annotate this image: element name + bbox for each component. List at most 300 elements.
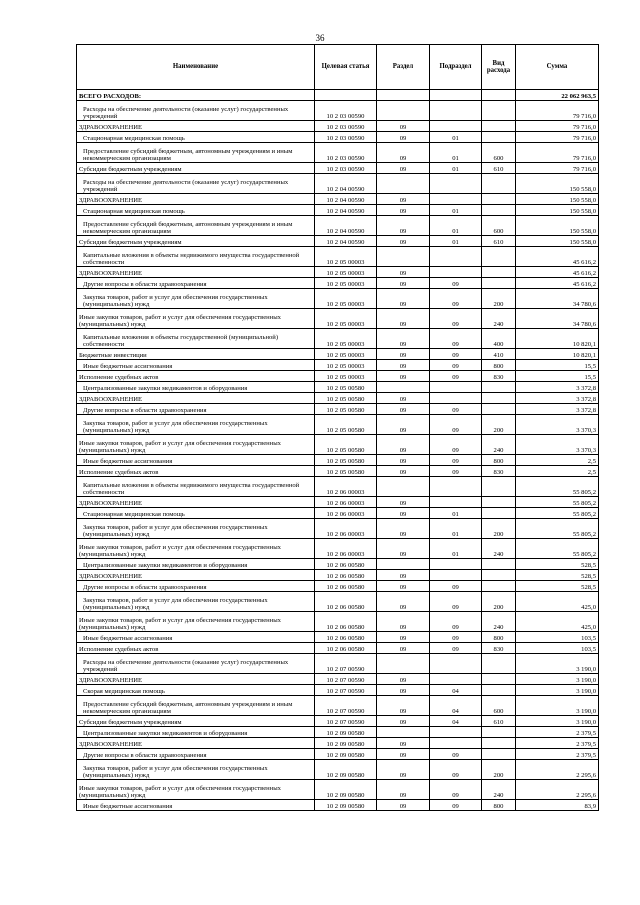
- table-row: [77, 570, 599, 581]
- cell-expense-type: 410: [482, 349, 516, 360]
- table-row: [77, 508, 599, 519]
- table-row: [77, 716, 599, 727]
- cell-section: [377, 174, 430, 194]
- cell-target: 10 2 05 00580: [315, 393, 377, 404]
- cell-amount: 150 558,0: [516, 205, 599, 216]
- table-row: [77, 727, 599, 738]
- cell-amount: 83,9: [516, 800, 599, 811]
- cell-name: Расходы на обеспечение деятельности (оказание услуг) государственных учреждений: [77, 174, 315, 194]
- cell-expense-type: 240: [482, 435, 516, 455]
- table-row: [77, 267, 599, 278]
- table-row: [77, 800, 599, 811]
- cell-subsection: [430, 174, 482, 194]
- cell-expense-type: [482, 278, 516, 289]
- cell-name: Исполнение судебных актов: [77, 643, 315, 654]
- cell-subsection: 09: [430, 415, 482, 435]
- cell-section: 09: [377, 632, 430, 643]
- table-row: [77, 435, 599, 455]
- header-expense-type: Вид расхода: [482, 45, 516, 90]
- cell-target: 10 2 06 00580: [315, 592, 377, 612]
- table-row: [77, 404, 599, 415]
- cell-expense-type: [482, 404, 516, 415]
- cell-expense-type: [482, 121, 516, 132]
- cell-section: [377, 477, 430, 497]
- cell-name: Стационарная медицинская помощь: [77, 508, 315, 519]
- cell-expense-type: 600: [482, 143, 516, 163]
- cell-subsection: [430, 477, 482, 497]
- cell-target: 10 2 06 00003: [315, 519, 377, 539]
- cell-section: 09: [377, 508, 430, 519]
- cell-expense-type: [482, 508, 516, 519]
- cell-subsection: [430, 121, 482, 132]
- cell-expense-type: 800: [482, 455, 516, 466]
- cell-subsection: 01: [430, 508, 482, 519]
- cell-name: Субсидии бюджетным учреждениям: [77, 716, 315, 727]
- cell-section: 09: [377, 163, 430, 174]
- cell-section: 09: [377, 716, 430, 727]
- cell-target: 10 2 05 00580: [315, 382, 377, 393]
- cell-subsection: 09: [430, 466, 482, 477]
- cell-subsection: 09: [430, 309, 482, 329]
- cell-section: 09: [377, 349, 430, 360]
- cell-name: Стационарная медицинская помощь: [77, 132, 315, 143]
- table-row: [77, 174, 599, 194]
- cell-section: 09: [377, 205, 430, 216]
- cell-expense-type: 610: [482, 163, 516, 174]
- cell-expense-type: [482, 205, 516, 216]
- cell-amount: 3 370,3: [516, 435, 599, 455]
- cell-expense-type: 240: [482, 539, 516, 559]
- cell-expense-type: [482, 559, 516, 570]
- table-row: [77, 101, 599, 121]
- cell-name: ЗДРАВООХРАНЕНИЕ: [77, 497, 315, 508]
- cell-target: 10 2 06 00580: [315, 643, 377, 654]
- cell-name: Другие вопросы в области здравоохранения: [77, 749, 315, 760]
- cell-amount: 10 820,1: [516, 329, 599, 349]
- cell-subsection: 09: [430, 435, 482, 455]
- table-row: [77, 674, 599, 685]
- cell-section: 09: [377, 570, 430, 581]
- cell-expense-type: 610: [482, 236, 516, 247]
- cell-target: 10 2 05 00580: [315, 404, 377, 415]
- cell-section: 09: [377, 194, 430, 205]
- cell-amount: 2 295,6: [516, 780, 599, 800]
- cell-target: 10 2 03 00590: [315, 101, 377, 121]
- cell-target: 10 2 09 00580: [315, 727, 377, 738]
- table-row: [77, 780, 599, 800]
- header-subsection: Подраздел: [430, 45, 482, 90]
- cell-expense-type: [482, 581, 516, 592]
- cell-expense-type: [482, 477, 516, 497]
- cell-subsection: [430, 559, 482, 570]
- table-row: [77, 592, 599, 612]
- header-name: Наименование: [77, 45, 315, 90]
- cell-amount: 79 716,0: [516, 101, 599, 121]
- cell-target: 10 2 07 00590: [315, 674, 377, 685]
- cell-name: Другие вопросы в области здравоохранения: [77, 581, 315, 592]
- cell-subsection: 04: [430, 685, 482, 696]
- total-empty: [482, 90, 516, 101]
- cell-section: [377, 247, 430, 267]
- table-row: [77, 497, 599, 508]
- cell-section: 09: [377, 519, 430, 539]
- cell-section: 09: [377, 760, 430, 780]
- cell-target: 10 2 05 00003: [315, 349, 377, 360]
- cell-section: 09: [377, 309, 430, 329]
- cell-section: [377, 727, 430, 738]
- cell-subsection: 01: [430, 236, 482, 247]
- cell-expense-type: [482, 101, 516, 121]
- cell-section: 09: [377, 236, 430, 247]
- cell-target: 10 2 06 00003: [315, 508, 377, 519]
- total-empty: [377, 90, 430, 101]
- cell-section: 09: [377, 435, 430, 455]
- cell-target: 10 2 06 00003: [315, 497, 377, 508]
- cell-target: 10 2 04 00590: [315, 194, 377, 205]
- cell-target: 10 2 09 00580: [315, 780, 377, 800]
- table-row: [77, 205, 599, 216]
- cell-expense-type: 830: [482, 643, 516, 654]
- cell-expense-type: [482, 727, 516, 738]
- cell-section: [377, 654, 430, 674]
- cell-section: 09: [377, 132, 430, 143]
- table-row: [77, 539, 599, 559]
- cell-target: 10 2 09 00580: [315, 760, 377, 780]
- cell-subsection: [430, 738, 482, 749]
- cell-target: 10 2 09 00580: [315, 738, 377, 749]
- cell-expense-type: 200: [482, 415, 516, 435]
- table-row: [77, 247, 599, 267]
- cell-subsection: 09: [430, 371, 482, 382]
- cell-amount: 45 616,2: [516, 267, 599, 278]
- cell-subsection: 09: [430, 360, 482, 371]
- cell-amount: 34 780,6: [516, 309, 599, 329]
- cell-section: 09: [377, 289, 430, 309]
- cell-target: 10 2 09 00580: [315, 800, 377, 811]
- cell-name: ЗДРАВООХРАНЕНИЕ: [77, 267, 315, 278]
- cell-subsection: 01: [430, 163, 482, 174]
- cell-expense-type: [482, 132, 516, 143]
- cell-subsection: 09: [430, 349, 482, 360]
- cell-subsection: 09: [430, 278, 482, 289]
- cell-name: Иные закупки товаров, работ и услуг для обеспечения государственных (муниципальных) нужд: [77, 435, 315, 455]
- table-row: [77, 559, 599, 570]
- cell-name: Другие вопросы в области здравоохранения: [77, 278, 315, 289]
- table-row: [77, 194, 599, 205]
- cell-expense-type: 610: [482, 716, 516, 727]
- cell-target: 10 2 03 00590: [315, 132, 377, 143]
- cell-target: 10 2 09 00580: [315, 749, 377, 760]
- header-row: [77, 45, 599, 90]
- cell-subsection: [430, 382, 482, 393]
- header-section: Раздел: [377, 45, 430, 90]
- cell-target: 10 2 05 00003: [315, 278, 377, 289]
- total-empty: [430, 90, 482, 101]
- cell-section: 09: [377, 216, 430, 236]
- cell-expense-type: 200: [482, 592, 516, 612]
- cell-target: 10 2 06 00580: [315, 612, 377, 632]
- cell-name: Расходы на обеспечение деятельности (оказание услуг) государственных учреждений: [77, 101, 315, 121]
- cell-subsection: 09: [430, 455, 482, 466]
- cell-name: Централизованные закупки медикаментов и оборудования: [77, 559, 315, 570]
- cell-expense-type: 830: [482, 371, 516, 382]
- cell-subsection: 09: [430, 760, 482, 780]
- table-row: [77, 329, 599, 349]
- cell-amount: 34 780,6: [516, 289, 599, 309]
- cell-section: [377, 382, 430, 393]
- cell-name: Бюджетные инвестиции: [77, 349, 315, 360]
- cell-amount: 55 805,2: [516, 477, 599, 497]
- cell-target: 10 2 07 00590: [315, 696, 377, 716]
- cell-target: 10 2 06 00003: [315, 477, 377, 497]
- cell-expense-type: 200: [482, 289, 516, 309]
- cell-expense-type: 600: [482, 216, 516, 236]
- cell-target: 10 2 04 00590: [315, 174, 377, 194]
- cell-name: Иные бюджетные ассигнования: [77, 800, 315, 811]
- cell-target: 10 2 06 00580: [315, 581, 377, 592]
- cell-target: 10 2 05 00580: [315, 435, 377, 455]
- cell-name: ЗДРАВООХРАНЕНИЕ: [77, 674, 315, 685]
- cell-expense-type: [482, 267, 516, 278]
- cell-section: 09: [377, 800, 430, 811]
- cell-amount: 3 370,3: [516, 415, 599, 435]
- cell-subsection: 01: [430, 143, 482, 163]
- cell-expense-type: [482, 685, 516, 696]
- cell-amount: 150 558,0: [516, 174, 599, 194]
- cell-section: 09: [377, 267, 430, 278]
- cell-target: 10 2 05 00580: [315, 455, 377, 466]
- cell-subsection: [430, 674, 482, 685]
- cell-amount: 425,0: [516, 612, 599, 632]
- cell-amount: 3 190,0: [516, 654, 599, 674]
- cell-name: Исполнение судебных актов: [77, 466, 315, 477]
- cell-section: 09: [377, 643, 430, 654]
- cell-expense-type: 240: [482, 309, 516, 329]
- cell-name: Иные закупки товаров, работ и услуг для обеспечения государственных (муниципальных) нужд: [77, 612, 315, 632]
- cell-amount: 15,5: [516, 360, 599, 371]
- cell-subsection: 09: [430, 632, 482, 643]
- cell-target: 10 2 06 00580: [315, 632, 377, 643]
- cell-expense-type: 600: [482, 696, 516, 716]
- cell-name: Предоставление субсидий бюджетным, автономным учреждениям и иным некоммерческим организациям: [77, 696, 315, 716]
- cell-target: 10 2 06 00580: [315, 570, 377, 581]
- cell-section: 09: [377, 415, 430, 435]
- cell-expense-type: [482, 497, 516, 508]
- cell-name: Закупка товаров, работ и услуг для обеспечения государственных (муниципальных) нужд: [77, 592, 315, 612]
- cell-name: Предоставление субсидий бюджетным, автономным учреждениям и иным некоммерческим организациям: [77, 143, 315, 163]
- cell-amount: 79 716,0: [516, 121, 599, 132]
- table-row: [77, 163, 599, 174]
- cell-name: Субсидии бюджетным учреждениям: [77, 236, 315, 247]
- cell-name: Скорая медицинская помощь: [77, 685, 315, 696]
- cell-name: Закупка товаров, работ и услуг для обеспечения государственных (муниципальных) нужд: [77, 519, 315, 539]
- cell-amount: 10 820,1: [516, 349, 599, 360]
- cell-amount: 150 558,0: [516, 194, 599, 205]
- cell-target: 10 2 03 00590: [315, 163, 377, 174]
- cell-expense-type: 400: [482, 329, 516, 349]
- cell-subsection: 09: [430, 592, 482, 612]
- table-row: [77, 466, 599, 477]
- cell-amount: 3 190,0: [516, 685, 599, 696]
- cell-target: 10 2 05 00003: [315, 247, 377, 267]
- header-target: Целевая статья: [315, 45, 377, 90]
- cell-name: ЗДРАВООХРАНЕНИЕ: [77, 121, 315, 132]
- cell-expense-type: [482, 382, 516, 393]
- cell-amount: 55 805,2: [516, 519, 599, 539]
- cell-amount: 3 372,8: [516, 404, 599, 415]
- cell-expense-type: [482, 738, 516, 749]
- cell-target: 10 2 05 00003: [315, 371, 377, 382]
- table-row: [77, 477, 599, 497]
- cell-subsection: [430, 497, 482, 508]
- table-row: [77, 685, 599, 696]
- cell-expense-type: 800: [482, 360, 516, 371]
- cell-section: [377, 559, 430, 570]
- table-row: [77, 236, 599, 247]
- cell-target: 10 2 05 00003: [315, 360, 377, 371]
- cell-section: 09: [377, 674, 430, 685]
- cell-section: 09: [377, 466, 430, 477]
- cell-name: Закупка товаров, работ и услуг для обеспечения государственных (муниципальных) нужд: [77, 760, 315, 780]
- cell-amount: 3 372,8: [516, 393, 599, 404]
- cell-amount: 2 379,5: [516, 727, 599, 738]
- cell-expense-type: 800: [482, 800, 516, 811]
- total-empty: [315, 90, 377, 101]
- header-amount: Сумма: [516, 45, 599, 90]
- cell-name: Иные закупки товаров, работ и услуг для обеспечения государственных (муниципальных) нужд: [77, 539, 315, 559]
- cell-subsection: [430, 194, 482, 205]
- cell-target: 10 2 06 00003: [315, 539, 377, 559]
- cell-expense-type: [482, 570, 516, 581]
- table-row: [77, 612, 599, 632]
- table-row: [77, 121, 599, 132]
- cell-section: 09: [377, 329, 430, 349]
- cell-amount: 3 190,0: [516, 696, 599, 716]
- cell-subsection: [430, 247, 482, 267]
- cell-name: ЗДРАВООХРАНЕНИЕ: [77, 194, 315, 205]
- cell-amount: 55 805,2: [516, 539, 599, 559]
- cell-target: 10 2 05 00003: [315, 267, 377, 278]
- cell-subsection: [430, 267, 482, 278]
- cell-target: 10 2 05 00003: [315, 289, 377, 309]
- page-number: 36: [315, 33, 325, 43]
- table-row: [77, 738, 599, 749]
- table-row: [77, 216, 599, 236]
- cell-section: 09: [377, 143, 430, 163]
- table-row: [77, 654, 599, 674]
- cell-section: 09: [377, 612, 430, 632]
- cell-amount: 55 805,2: [516, 497, 599, 508]
- cell-target: 10 2 05 00003: [315, 309, 377, 329]
- cell-amount: 3 372,8: [516, 382, 599, 393]
- table-row: [77, 455, 599, 466]
- table-row: [77, 632, 599, 643]
- cell-subsection: 09: [430, 800, 482, 811]
- cell-expense-type: [482, 749, 516, 760]
- cell-name: Иные закупки товаров, работ и услуг для обеспечения государственных (муниципальных) нужд: [77, 309, 315, 329]
- cell-name: Капитальные вложения в объекты государственной (муниципальной) собственности: [77, 329, 315, 349]
- cell-amount: 79 716,0: [516, 143, 599, 163]
- cell-section: 09: [377, 371, 430, 382]
- cell-amount: 45 616,2: [516, 247, 599, 267]
- cell-name: Капитальные вложения в объекты недвижимого имущества государственной собственности: [77, 477, 315, 497]
- cell-subsection: 01: [430, 539, 482, 559]
- cell-section: 09: [377, 497, 430, 508]
- cell-subsection: 09: [430, 749, 482, 760]
- table-row: [77, 349, 599, 360]
- cell-subsection: [430, 393, 482, 404]
- table-row: [77, 289, 599, 309]
- cell-section: 09: [377, 685, 430, 696]
- cell-subsection: 01: [430, 519, 482, 539]
- cell-name: ЗДРАВООХРАНЕНИЕ: [77, 738, 315, 749]
- cell-expense-type: 240: [482, 612, 516, 632]
- cell-subsection: [430, 654, 482, 674]
- cell-target: 10 2 04 00590: [315, 236, 377, 247]
- cell-section: 09: [377, 121, 430, 132]
- cell-target: 10 2 04 00590: [315, 216, 377, 236]
- cell-amount: 528,5: [516, 581, 599, 592]
- cell-section: 09: [377, 278, 430, 289]
- cell-section: 09: [377, 581, 430, 592]
- cell-section: 09: [377, 404, 430, 415]
- cell-amount: 2 379,5: [516, 738, 599, 749]
- total-row: [77, 90, 599, 101]
- cell-name: Другие вопросы в области здравоохранения: [77, 404, 315, 415]
- cell-section: 09: [377, 455, 430, 466]
- table-row: [77, 382, 599, 393]
- cell-amount: 103,5: [516, 643, 599, 654]
- total-label: ВСЕГО РАСХОДОВ:: [77, 90, 315, 101]
- cell-name: Иные закупки товаров, работ и услуг для обеспечения государственных (муниципальных) нужд: [77, 780, 315, 800]
- cell-target: 10 2 05 00003: [315, 329, 377, 349]
- cell-name: Иные бюджетные ассигнования: [77, 455, 315, 466]
- cell-expense-type: [482, 194, 516, 205]
- cell-subsection: [430, 727, 482, 738]
- cell-section: 09: [377, 592, 430, 612]
- cell-name: ЗДРАВООХРАНЕНИЕ: [77, 570, 315, 581]
- table-row: [77, 393, 599, 404]
- cell-amount: 425,0: [516, 592, 599, 612]
- cell-subsection: 09: [430, 289, 482, 309]
- cell-subsection: [430, 570, 482, 581]
- cell-subsection: 09: [430, 612, 482, 632]
- cell-subsection: 01: [430, 216, 482, 236]
- cell-amount: 528,5: [516, 559, 599, 570]
- cell-amount: 2,5: [516, 455, 599, 466]
- cell-subsection: 09: [430, 780, 482, 800]
- cell-subsection: 01: [430, 205, 482, 216]
- cell-amount: 150 558,0: [516, 216, 599, 236]
- cell-name: Централизованные закупки медикаментов и оборудования: [77, 727, 315, 738]
- cell-section: 09: [377, 539, 430, 559]
- cell-expense-type: 200: [482, 519, 516, 539]
- cell-name: Закупка товаров, работ и услуг для обеспечения государственных (муниципальных) нужд: [77, 415, 315, 435]
- cell-expense-type: [482, 174, 516, 194]
- table-row: [77, 643, 599, 654]
- table-row: [77, 749, 599, 760]
- cell-amount: 55 805,2: [516, 508, 599, 519]
- table-row: [77, 760, 599, 780]
- cell-section: 09: [377, 780, 430, 800]
- table-row: [77, 371, 599, 382]
- cell-expense-type: [482, 247, 516, 267]
- cell-expense-type: [482, 393, 516, 404]
- cell-target: 10 2 03 00590: [315, 121, 377, 132]
- total-amount: 22 062 963,5: [516, 90, 599, 101]
- cell-name: Исполнение судебных актов: [77, 371, 315, 382]
- cell-expense-type: 240: [482, 780, 516, 800]
